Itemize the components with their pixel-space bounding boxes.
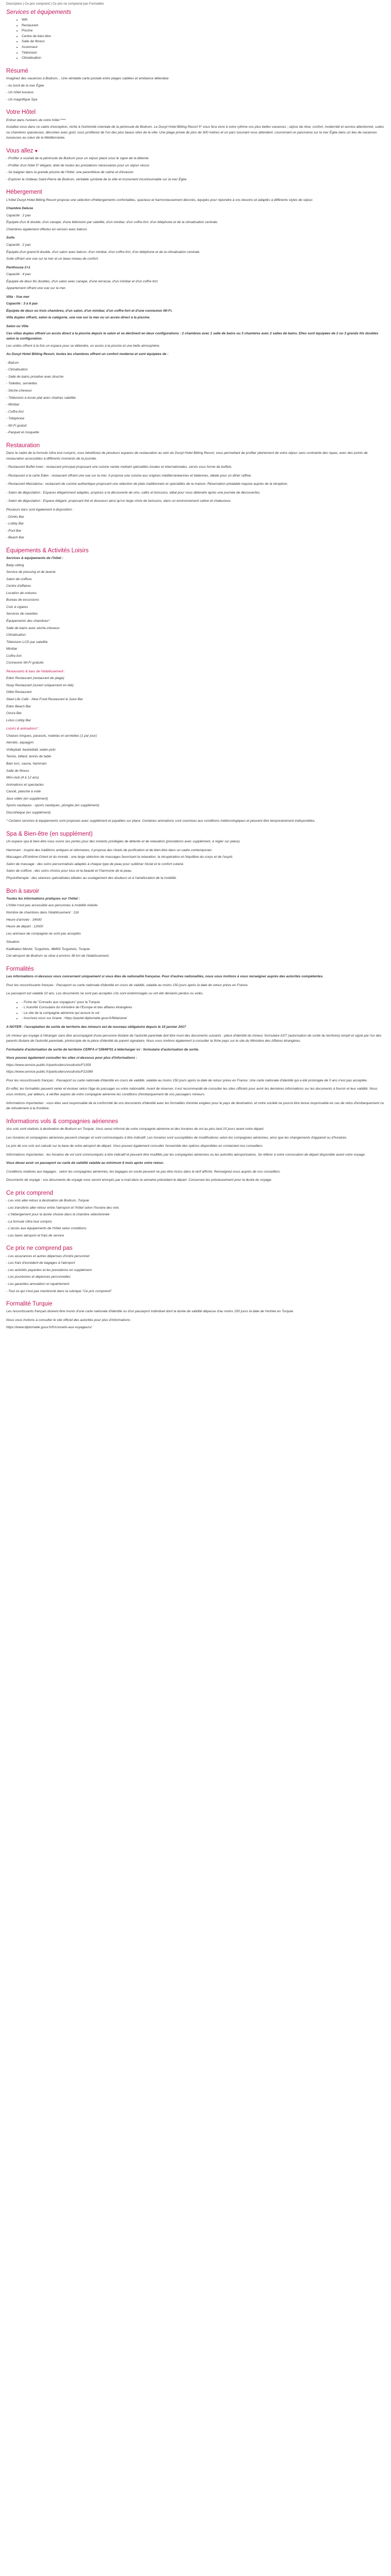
list-item: • Salle de fitness (22, 39, 385, 45)
room-title: Penthouse 2+1 (6, 265, 30, 269)
list-item: Lotus Lobby Bar (6, 718, 31, 722)
spa-line: Massages d'Extrême-Orient et du monde : une large sélection de massages favorisant la relaxation, la récupération et l'équilibre du corps et de l'esprit. (6, 855, 233, 859)
situation-line: Cet aéroport de Bodrum se situe à environ 36 km de l'établissement. (6, 954, 110, 958)
section-title-spa: Spa & Bien-être (en supplément) (6, 831, 93, 837)
list-item[interactable]: • - Inscrivez-vous sur Ariane : https://pastel.diplomatie.gouv.fr/fildariane/ (22, 1016, 385, 1022)
list-item: Salon de coiffure (6, 577, 32, 581)
list-item: Eden Beach Bar (6, 704, 31, 708)
room-line: Capacité : 3 à 6 pax (6, 302, 38, 306)
list-item: Coin à cigares (6, 605, 28, 609)
restaurant-item: - Salon de dégustation : Espace élégant, proposant thé et douceurs ainsi qu'un large choix de boissons, dans un environnement calme et chaleureux. (6, 499, 232, 503)
list-item: Télévision LCD par satellite (6, 640, 48, 644)
room-title: Suite (6, 236, 15, 240)
bar-item: - Drinks Bar (6, 515, 24, 519)
room-line: Capacité : 4 pax (6, 273, 31, 277)
list-item: Discothèque (en supplément) (6, 810, 51, 815)
equipements-note: * Certains services & équipements sont proposés avec supplément et payables sur place. Certaines animations sont soumises aux conditions météorologiques et peuvent être temporairement indisponibles. (6, 819, 316, 823)
section-title-prix-comprend: Ce prix comprend (6, 1190, 53, 1196)
bon-line: Heure de départ : 12h00 (6, 925, 43, 929)
section-title-hotel: Votre Hôtel (6, 109, 36, 116)
room-title: Chambre Deluxe (6, 207, 34, 211)
bars-title: Plusieurs bars sont également à disposition : (6, 507, 74, 512)
list-item: Salle de fitness (6, 769, 29, 773)
room-equipment-list (6, 361, 385, 436)
list-item: - Parquet et moquette (6, 431, 39, 435)
formalites-line: Un mineur qui voyage à l'étranger sans être accompagné d'une personne titulaire de l'autorité parentale doit être muni des documents suivants : pièce d'identité du mineur, formulaire AST (autorisation de sortie du territoire) rempli et signé par l'un des parents titulaire de l'autorité parentale, photocopie de la pièce d'identité du parent signataire. Nous vous invitons également à consulter la fiche pays sur le site du Ministère des Affaires étrangères. (6, 1033, 382, 1043)
restaurants-bars-title: Restaurants & bars de l'établissement : (6, 669, 66, 673)
resume-line: - Au bord de la mer Égée (6, 83, 44, 88)
section-title-services: Services et équipements (6, 9, 71, 15)
list-item[interactable]: • - Le site de la compagnie aérienne qui assure le vol (22, 1011, 385, 1016)
list-item: Eden Restaurant (restaurant de plage) (6, 676, 64, 681)
list-item: - Les assurances et autres dépenses d'ordre personnel (6, 1254, 90, 1258)
formalites-link[interactable]: https://www.service-public.fr/particuliers/vosdroits/F1359 (6, 1063, 91, 1067)
list-item: - Wi-Fi gratuit (6, 423, 27, 428)
formalites-line: Vous pouvez également consulter les sites ci-dessous pour plus d'informations : (6, 1056, 137, 1060)
list-item: Équipements des chambres* (6, 619, 50, 623)
list-item: - Coffre-fort (6, 410, 24, 414)
bon-line: Nombre de chambres dans l'établissement : 116 (6, 911, 79, 914)
list-item: • Centre de bien-être (22, 34, 385, 40)
list-item: - Minibar (6, 403, 20, 407)
list-item[interactable]: • - Fiche de "Conseils aux voyageurs" pour la Turquie (22, 1000, 385, 1006)
room-line: Ces villas duplex offrent un accès direct à la piscine depuis le salon et se déclinent en deux configurations : 2 chambres avec 1 salle de bains ou 3 chambres avec 2 salles de bains. Elles sont équipées de 2 ou 3 grands lits doubles selon la configuration. (6, 331, 379, 341)
equipment-title: Au Duoyt Hotel Bitting Resort, toutes les chambres offrent un confort moderne et sont équipées de : (6, 352, 169, 357)
list-item: Tennis, billard, tennis de table (6, 755, 51, 759)
list-item: - Les vols aller-retour à destination de Bodrum, Turquie (6, 1199, 89, 1203)
list-item[interactable]: • - L'Autorité Consulaire du ministère de l'Europe et des affaires étrangères (22, 1005, 385, 1011)
spa-line: Hammam : inspiré des traditions antiques et ottomanes, il propose des rituels de purification et de bien-être dans un cadre contemporain. (6, 848, 213, 852)
resume-line: Imaginez des vacances à Bodrum... Une véritable carte postale entre plages sablées et ambiance détendue (6, 77, 169, 81)
list-item: • Télévision (22, 50, 385, 56)
list-item: Bureau de excursions (6, 598, 39, 602)
aimez-line: - Profiter à souhait de la péninsule de Bodrum pour un séjour placé sous le signe de la détente (6, 157, 149, 161)
list-item: - Balcon (6, 361, 19, 365)
room-line: Suite offrant une vue sur la mer et un beau niveau de confort. (6, 257, 99, 261)
list-item: Centre d'affaires (6, 584, 31, 588)
list-item: Animations et spectacles (6, 783, 44, 787)
list-item: - Télévision à écran plat avec chaînes satellite (6, 396, 76, 400)
list-item: Minibar (6, 647, 18, 651)
list-item: Gillet Restaurant (6, 690, 32, 694)
bon-line: Heure d'arrivée : 14h00 (6, 918, 42, 922)
list-item: Service de pressing et de laverie (6, 570, 56, 574)
spa-line: Physiothérapie : des séances spécialisées idéales au soulagement des douleurs et à l'amélioration de la mobilité. (6, 876, 177, 880)
list-item: Chaises longues, parasols, matelas et serviettes (1 par jour) (6, 734, 97, 738)
list-item: Baby-sitting (6, 563, 24, 567)
list-item: - Tout ce qui n'est pas mentionné dans la rubrique "Ce prix comprend" (6, 1289, 112, 1293)
list-item: - Toilettes, serviettes (6, 382, 38, 386)
list-item: Aérobic, aquagym (6, 741, 34, 745)
hebergement-intro: L'hôtel Duoyt Hotel Bitting Resort propose une sélection d'hébergements confortables, spacieux et harmonieusement décorés, équipés pour répondre à vos besoins et adaptés à différents styles de séjour. (6, 198, 314, 202)
equipements-subtitle: Services & équipements de l'hôtel : (6, 556, 63, 561)
room-line: Chambres également offertes en version avec balcon. (6, 227, 88, 231)
infovols-line: Vos vols sont réalisés à destination de Bodrum en Turquie. Vous serez informé de votre compagnie aérienne et des horaires de vol au plus tard 15 jours avant votre départ. (6, 1127, 265, 1131)
formalites-intro: Les informations ci-dessous vous concernent uniquement si vous êtes de nationalité française. Pour d'autres nationalités, nous vous invitons à vous renseigner auprès des autorités compétentes. (6, 975, 323, 979)
room-title: Villa - Vue mer (6, 295, 30, 299)
list-item: - Climatisation (6, 368, 28, 372)
aimez-line: - Profiter d'un hôtel 5* élégant, doté de toutes les prestations nécessaires pour un séjour réussi (6, 163, 150, 167)
hotel-description: Installez-vous dans ce cadre d'exception, niché à l'extrémité orientale de la péninsule de Bodrum. Le Duoyt Hotel Bitting Resort 5* vous fera vivre à votre rythme vos plus belles vacances ; séjour de rêve, confort, modernité et service attentionné, suites ou chambres spacieuses, décorées avec goût, vous profiterez de l'un des plus beaux sites de la ville. Une plage privée de plus de 300 mètres et un parc luxuriant vous attendent, couronnant un panorama sur la mer Égée dans un lieu de vacances luxueuses au cœur de la Méditerranée. (6, 125, 384, 140)
list-item: Sports nautiques - sports nautiques, plongée (en supplément) (6, 804, 100, 808)
restaurant-item: - Salon de dégustation : Espaces élégamment adaptés, propices à la découverte de vins, cafés et boissons, idéal pour vous détendre après une journée de découvertes. (6, 490, 261, 495)
bon-line: L'hôtel n'est pas accessible aux personnes à mobilité réduite (6, 904, 97, 908)
list-item: - Les pourboires et dépenses personnelles (6, 1275, 71, 1279)
section-title-formalites: Formalités (6, 965, 34, 972)
bon-subtitle: Toutes les informations pratiques sur l'hôtel : (6, 896, 80, 901)
aimez-line: - Se baigner dans la grande piscine de l'hôtel, une parenthèse de calme et d'évasion (6, 171, 134, 175)
infovols-line: Le prix de vos vols est calculé sur la base de votre aéroport de départ. Vous pouvez également consulter l'ensemble des options disponibles en contactant nos conseillers. (6, 1144, 264, 1148)
list-item: - Sèche-cheveux (6, 388, 32, 393)
list-item: - L'hébergement pour la durée choisie dans la chambre sélectionnée (6, 1213, 110, 1217)
room-line: Équipée d'un lit double, d'un canapé, d'une télévision par satellite, d'un minibar, d'un coffre-fort, d'un téléphone et de la climatisation centrale. (6, 221, 218, 225)
situation-line: Kadikalesi Mevkii, Turgutreis, 48463 Turgutreis, Turquie (6, 947, 90, 951)
list-item: - Téléphone (6, 417, 25, 421)
list-item: • Ascenseur (22, 45, 385, 50)
section-title-infovols: Informations vols & compagnies aériennes (6, 1118, 118, 1125)
list-item: - Les garanties annulation et rapatriement (6, 1282, 70, 1286)
section-title-formalite-turquie: Formalité Turquie (6, 1301, 53, 1308)
formalites-line: Pour les ressortissants français : Passeport ou carte nationale d'identité en cours de validité, valable au moins 150 jours après la date de retour prévu en France. (6, 983, 249, 987)
section-title-aimez-text: Vous allez (6, 147, 34, 154)
list-item: Climatisation (6, 633, 26, 637)
fturq-line: Les ressortissants français doivent être munis d'une carte nationale d'identité ou d'un passeport individuel dont la durée de validité dépasse d'au moins 150 jours la date de l'entrée en Turquie. (6, 1310, 294, 1314)
hotel-intro: Entrez dans l'univers de notre hôtel **** (6, 118, 66, 122)
formalites-line: En effet, les formalités peuvent varier et évoluer selon l'âge du passager ou votre nationalité. Avant de réserver, il est recommandé de consulter les sites officiels pour avoir les dernières informations sur les documents à fournir et leur validité. Nous vous invitons, par ailleurs, à vérifier auprès de votre compagnie aérienne les conditions d'embarquement de vos passagers mineurs. (6, 1087, 378, 1096)
list-item: Coffre-fort (6, 654, 22, 658)
section-title-restauration: Restauration (6, 442, 40, 449)
infovols-line: Conditions relatives aux bagages : selon les compagnies aériennes, les bagages en soute peuvent ne pas être inclus dans le tarif affiché. Renseignez-vous auprès de nos conseillers. (6, 1170, 281, 1174)
list-item: Steel Life Café - New Food Restaurant & Juice Bar (6, 698, 83, 702)
list-item: Bain turc, sauna, hammam (6, 761, 47, 766)
heart-icon: ♥ (35, 148, 38, 154)
room-line: Les unités offrent à la fois un espace pour se détendre, un accès à la piscine et une belle atmosphère. (6, 344, 160, 348)
list-item: Canoë, planche à voile (6, 790, 41, 794)
formalites-note: A NOTER : l'acceptation de sortie de territoire des mineurs est de nouveau obligatoire depuis le 15 janvier 2017 (6, 1025, 186, 1029)
section-title-equipements: Équipements & Activités Loisirs (6, 547, 89, 554)
formalites-line: Pour les ressortissants français : Passeport ou carte nationale d'identité en cours de validité, valable au moins 150 jours après la date de retour prévu en France. Une carte nationale d'identité qui a été prolongée de 5 ans n'est pas acceptée. (6, 1078, 368, 1082)
infovols-line: Les horaires et compagnies aériennes peuvent changer et sont communiqués à titre indicatif. Les horaires sont susceptibles de modifications selon les compagnies aériennes, ainsi que les changements d'appareil ou d'horaires. (6, 1136, 348, 1140)
breadcrumb[interactable]: Description | Ce prix comprend | Ce prix ne comprend pas Formalités (6, 2, 104, 6)
bar-item: - Beach Bar (6, 536, 24, 540)
room-line: Équipée de deux lits doubles, d'un salon avec canapé, d'une terrasse, d'un minibar et d'un coffre-fort. (6, 279, 158, 283)
list-item: • Restaurant (22, 23, 385, 29)
bar-item: - Lobby Bar (6, 522, 24, 526)
restaurant-item: - Restaurant Mezzaluna : restaurant de cuisine authentique proposant une sélection de plats traditionnels et spécialités de la maison. Réservation préalable requise auprès de la réception. (6, 482, 288, 486)
restauration-intro: Dans le cadre de la formule Ultra tout compris, vous bénéficiez de plusieurs espaces de restauration au sein du Duoyt Hotel Bitting Resort, vous permettant de profiter pleinement de votre séjour sans contrainte des repas, avec des points de restauration accessibles à différents moments de la journée. (6, 451, 368, 461)
list-item: • Climatisation (22, 56, 385, 61)
services-list (6, 18, 385, 61)
room-title: Salon ou Villa (6, 325, 28, 329)
formalites-line: Formulaire d'autorisation de sortie de territoire CERFA n°15646*01 à télécharger ici : formulaire d'autorisation de sortie. (6, 1047, 200, 1052)
list-item: Nuay Restaurant (ouvert uniquement en été) (6, 683, 74, 687)
room-line: Villa duplex offrant, selon la catégorie, une vue sur la mer ou un accès direct à la piscine. (6, 316, 151, 320)
section-title-bon: Bon à savoir (6, 888, 39, 894)
list-item: Volleyball, basketball, water-polo (6, 748, 56, 752)
list-item: Jeux vidéo (en supplément) (6, 796, 48, 801)
section-title-hebergement: Hébergement (6, 189, 42, 196)
fturq-line: Nous vous invitons à consulter le site officiel des autorités pour plus d'informations : (6, 1318, 132, 1323)
list-item: Ozora Bar (6, 711, 22, 716)
list-item: - Salle de bains privative avec douche (6, 375, 64, 379)
resume-line: - Un magnifique Spa (6, 97, 38, 101)
restaurant-item: - Restaurant à la carte Eden : restaurant offrant une vue sur la mer. Il propose une cuisine aux origines méditerranéennes et italiennes, idéale pour un dîner raffiné. (6, 473, 252, 478)
formalites-line: Le passeport est valable 10 ans. Les documents ne sont pas acceptés s'ils sont endommagés ou ont été déclarés perdus ou volés. (6, 992, 204, 996)
formalites-link[interactable]: https://www.service-public.fr/particuliers/vosdroits/F21089 (6, 1070, 93, 1074)
aimez-line: - Explorer le château Saint-Pierre de Bodrum, véritable symbole de la ville et monument incontournable sur la mer Égée (6, 177, 187, 181)
section-title-aimez (6, 147, 385, 155)
list-item: • Piscine (22, 28, 385, 34)
section-title-prix-ne-comprend: Ce prix ne comprend pas (6, 1245, 73, 1252)
list-item: Location de voitures (6, 591, 37, 595)
infovols-line: Informations importantes : les horaires de vol sont communiqués à titre indicatif et peuvent être modifiés par les compagnies aériennes ou les autorités aéroportuaires. Se référer à votre convocation de départ disponible avant votre voyage. (6, 1153, 366, 1157)
list-item: - L'accès aux équipements de l'hôtel selon conditions (6, 1227, 87, 1231)
list-item: Mini-club (4 à 12 ans) (6, 776, 39, 780)
spa-line: Salon de coiffure : des soins choisis pour tous et la beauté et l'harmonie de la peau. (6, 869, 133, 873)
situation-title: Situation (6, 940, 20, 944)
formalites-links (6, 1000, 385, 1022)
room-line: Capacité : 2 pax (6, 213, 31, 217)
list-item: Salle de bains avec sèche-cheveux (6, 626, 60, 630)
room-line: Capacité : 2 pax (6, 243, 31, 247)
resume-line: - Un hôtel luxueux (6, 91, 34, 95)
list-item: • Wifi (22, 18, 385, 23)
formalites-line: Informations importantes : vous êtes seul responsable de la conformité de vos documents d'identité avec les formalités d'entrée exigées pour le pays de destination, et notre société ne pourra être tenue responsable en cas de refus d'embarquement ou de refoulement à la frontière. (6, 1101, 384, 1111)
infovols-line: Vous devez avoir un passeport ou carte de validité valable au minimum 6 mois après votre retour. (6, 1161, 164, 1165)
infovols-line: Documents de voyage : vos documents de voyage vous seront envoyés par e-mail dans la semaine précédant le départ. Conservez-les précieusement pour la durée du voyage. (6, 1178, 272, 1182)
list-item: Connexion Wi-Fi gratuite (6, 661, 44, 665)
fturq-link[interactable]: https://www.diplomatie.gouv.fr/fr/conseils-aux-voyageurs/ (6, 1325, 92, 1329)
list-item: - Les taxes aéroport et frais de service (6, 1233, 64, 1238)
spa-line: Salon de massage : des soins personnalisés adaptés à chaque type de peau pour sublimer l'éclat et le confort cutané. (6, 862, 184, 866)
room-line: Équipée de deux ou trois chambres, d'un salon, d'un minibar, d'un coffre-fort et d'une connexion Wi-Fi. (6, 309, 173, 313)
bon-line: Les animaux de compagnie ne sont pas acceptés (6, 931, 81, 936)
loisirs-title: Loisirs & animations* : (6, 727, 40, 731)
bar-item: - Pool Bar (6, 529, 22, 533)
list-item: Services de navettes (6, 612, 38, 616)
section-title-resume: Résumé (6, 67, 28, 74)
list-item: - Les activités payantes et les prestations en supplément (6, 1268, 92, 1272)
room-line: Appartement offrant une vue sur la mer. (6, 286, 67, 291)
room-line: Équipée d'un grand lit double, d'un salon avec balcon, d'un minibar, d'un coffre-fort, d'un téléphone et de la climatisation centrale. (6, 250, 201, 254)
spa-intro: Un espace spa & bien-être vous ouvre ses portes pour des instants privilégiés de détente et de relaxation (prestations avec supplément, à régler sur place). (6, 840, 241, 844)
restaurant-item: - Restaurant Buffet Aveo : restaurant principal proposant une cuisine variée mettant spécialités locales et internationales, servis sous forme de buffets. (6, 465, 233, 469)
list-item: - La formule Ultra tout compris (6, 1219, 52, 1224)
list-item: - Les transferts aller-retour entre l'aéroport et l'hôtel selon l'horaire des vols (6, 1206, 119, 1210)
list-item: - Les frais d'excédent de bagages à l'aéroport (6, 1261, 75, 1265)
